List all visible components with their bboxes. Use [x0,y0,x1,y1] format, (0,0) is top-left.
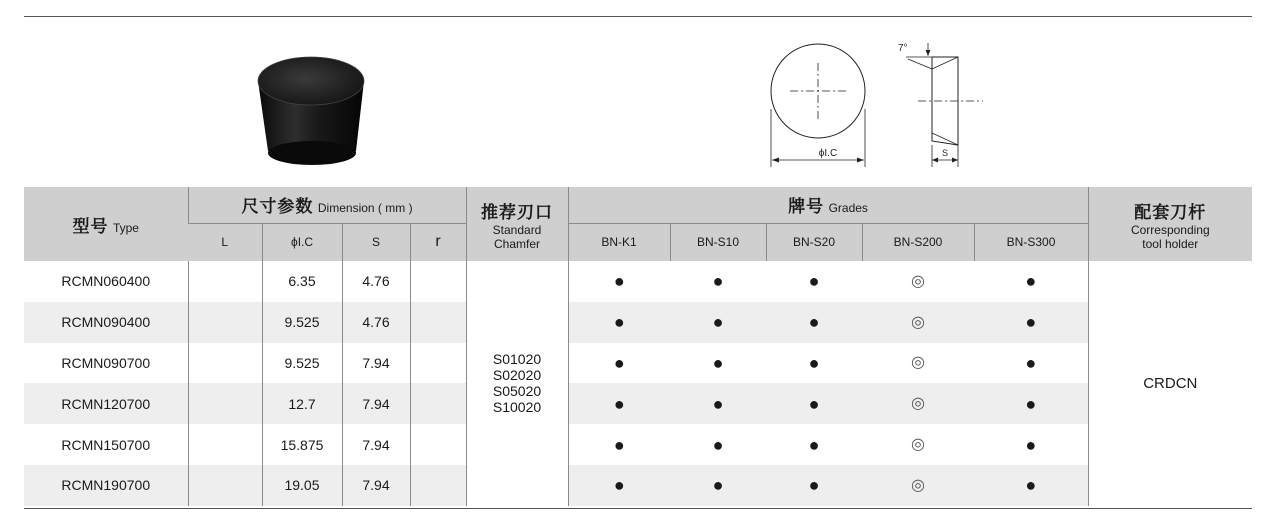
l-cell [188,383,262,424]
type-cell: RCMN090400 [24,302,188,343]
s-cell: 4.76 [342,261,410,302]
chamfer-code: S05020 [492,383,542,400]
angle-label: 7° [898,43,908,54]
filled-circle-icon: ● [1025,271,1037,292]
grade-cell [766,465,862,506]
type-cell: RCMN150700 [24,424,188,465]
grade-cell [766,302,862,343]
l-cell [188,302,262,343]
r-cell [410,261,466,302]
col-header-bn-s200: BN-S200 [862,223,974,261]
grade-cell [670,261,766,302]
insert-dimension-drawing [768,29,1028,179]
chamfer-cell [466,261,568,506]
filled-circle-icon: ● [1025,393,1037,414]
type-cell: RCMN090700 [24,343,188,384]
filled-circle-icon: ● [808,475,820,496]
double-circle-icon: ◎ [911,354,925,372]
chamfer-header: 推荐刃口 Standard Chamfer [466,187,568,261]
ic-dimension-label: ϕI.C [818,148,838,159]
double-circle-icon: ◎ [911,436,925,454]
grade-cell [568,343,670,384]
col-header-bn-s10: BN-S10 [670,223,766,261]
ic-cell: 6.35 [262,261,342,302]
ic-cell: 15.875 [262,424,342,465]
l-cell [188,424,262,465]
grade-cell [568,302,670,343]
filled-circle-icon: ● [613,352,625,373]
grade-cell [568,465,670,506]
grade-cell [974,465,1088,506]
filled-circle-icon: ● [613,271,625,292]
ic-cell: 9.525 [262,302,342,343]
table-row [24,343,1252,384]
grade-cell [670,465,766,506]
grade-cell [568,383,670,424]
s-dimension-label: S [941,148,949,158]
grade-cell [862,261,974,302]
grade-cell [766,343,862,384]
l-cell [188,261,262,302]
filled-circle-icon: ● [808,352,820,373]
filled-circle-icon: ● [712,475,724,496]
ic-cell: 19.05 [262,465,342,506]
ic-cell: 9.525 [262,343,342,384]
filled-circle-icon: ● [808,312,820,333]
grade-cell [766,424,862,465]
type-cell: RCMN190700 [24,465,188,506]
catalog-panel [24,16,1252,509]
l-cell [188,465,262,506]
grade-cell [862,424,974,465]
grade-cell [568,424,670,465]
filled-circle-icon: ● [1025,312,1037,333]
type-header: 型号 Type [24,187,188,261]
filled-circle-icon: ● [613,434,625,455]
col-header-r: r [410,223,466,261]
grade-cell [670,343,766,384]
grade-cell [568,261,670,302]
grades-table [24,187,1252,506]
tool-holder-cell: CRDCN [1088,261,1252,506]
grade-cell [862,465,974,506]
table-row [24,383,1252,424]
r-cell [410,465,466,506]
filled-circle-icon: ● [808,393,820,414]
s-cell: 7.94 [342,465,410,506]
dimension-header: 尺寸参数 Dimension ( mm ) [188,187,466,223]
table-row [24,302,1252,343]
r-cell [410,383,466,424]
type-cell: RCMN060400 [24,261,188,302]
grade-cell [670,302,766,343]
grade-cell [862,302,974,343]
s-cell: 4.76 [342,302,410,343]
r-cell [410,343,466,384]
grade-cell [670,424,766,465]
filled-circle-icon: ● [808,271,820,292]
round-insert-image [252,51,392,181]
grade-cell [766,261,862,302]
col-header-ic: ϕI.C [262,223,342,261]
chamfer-code: S01020 [492,351,542,368]
filled-circle-icon: ● [613,393,625,414]
s-cell: 7.94 [342,383,410,424]
r-cell [410,302,466,343]
filled-circle-icon: ● [1025,434,1037,455]
grade-cell [862,343,974,384]
grade-cell [974,302,1088,343]
filled-circle-icon: ● [1025,352,1037,373]
l-cell [188,343,262,384]
filled-circle-icon: ● [712,271,724,292]
holder-header: 配套刀杆 Corresponding tool holder [1088,187,1252,261]
filled-circle-icon: ● [613,475,625,496]
grades-table-body [24,261,1252,506]
filled-circle-icon: ● [712,393,724,414]
ic-cell: 12.7 [262,383,342,424]
grade-cell [974,343,1088,384]
grade-cell [974,383,1088,424]
table-row [24,424,1252,465]
col-header-bn-k1: BN-K1 [568,223,670,261]
grade-cell [974,261,1088,302]
chamfer-code: S10020 [492,399,542,416]
grades-header: 牌号 Grades [568,187,1088,223]
s-cell: 7.94 [342,343,410,384]
chamfer-code: S02020 [492,367,542,384]
filled-circle-icon: ● [808,434,820,455]
type-cell: RCMN120700 [24,383,188,424]
s-cell: 7.94 [342,424,410,465]
grade-cell [974,424,1088,465]
filled-circle-icon: ● [712,434,724,455]
filled-circle-icon: ● [712,352,724,373]
double-circle-icon: ◎ [911,476,925,494]
grade-cell [766,383,862,424]
r-cell [410,424,466,465]
double-circle-icon: ◎ [911,272,925,290]
table-row [24,261,1252,302]
col-header-bn-s300: BN-S300 [974,223,1088,261]
product-image-area [24,17,1252,187]
grade-cell [670,383,766,424]
double-circle-icon: ◎ [911,313,925,331]
filled-circle-icon: ● [613,312,625,333]
double-circle-icon: ◎ [911,395,925,413]
col-header-bn-s20: BN-S20 [766,223,862,261]
filled-circle-icon: ● [1025,475,1037,496]
col-header-l: L [188,223,262,261]
filled-circle-icon: ● [712,312,724,333]
col-header-s: S [342,223,410,261]
table-row [24,465,1252,506]
grade-cell [862,383,974,424]
